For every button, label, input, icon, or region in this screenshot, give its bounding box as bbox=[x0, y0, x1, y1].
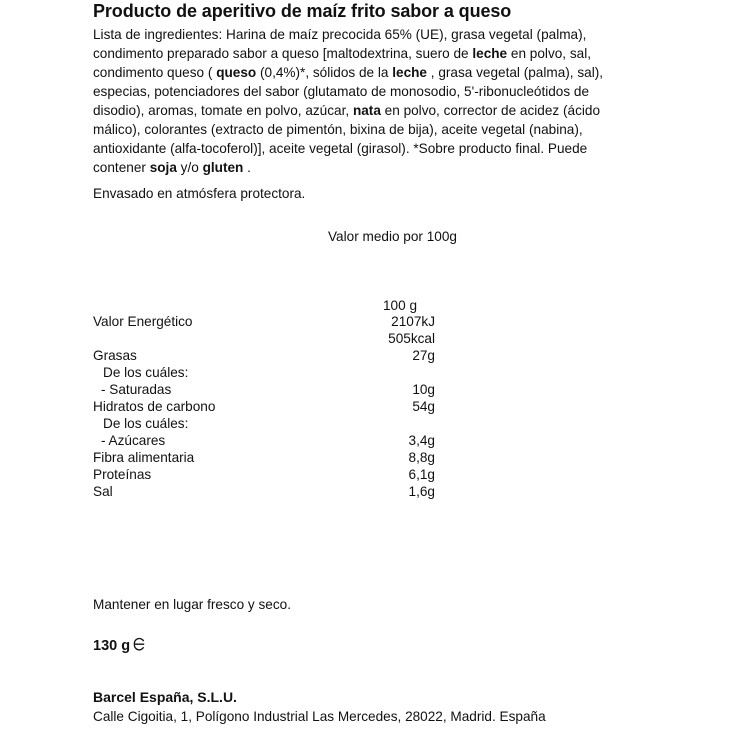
ingredients-text: , grasa vegetal (palma), sal), especias, potenciadores del sabor (glutamato de monosodio, 5'-ribonucleótidos de disodio), aromas, tomate en polvo, azúcar, bbox=[93, 65, 604, 118]
ingredients-text: Lista de ingredientes: Harina de maíz precocida 65% (UE), grasa vegetal (palma), condimento preparado sabor a queso [maltodextrina, suero de bbox=[93, 27, 587, 61]
nutrition-label: - Azúcares bbox=[101, 433, 166, 448]
net-weight bbox=[93, 637, 146, 655]
nutrition-label: Grasas bbox=[93, 348, 137, 363]
nutrition-title: Valor medio por 100g bbox=[328, 229, 457, 244]
allergen-nata: nata bbox=[352, 103, 381, 118]
nutrition-value: 54g bbox=[412, 399, 435, 414]
allergen-queso: queso bbox=[216, 65, 257, 80]
company-address: Calle Cigoitia, 1, Polígono Industrial Las Mercedes, 28022, Madrid. España bbox=[93, 709, 546, 724]
allergen-soja: soja bbox=[149, 160, 177, 175]
allergen-leche: leche bbox=[392, 65, 427, 80]
nutrition-label: Fibra alimentaria bbox=[93, 450, 195, 465]
nutrition-label: Valor Energético bbox=[93, 314, 193, 329]
ingredients-text: . bbox=[243, 160, 251, 175]
nutrition-value-kcal: 505kcal bbox=[388, 331, 435, 346]
nutrition-row-fibra bbox=[93, 450, 443, 467]
nutrition-value: 8,8g bbox=[408, 450, 435, 465]
nutrition-column-header: 100 g bbox=[383, 298, 418, 313]
nutrition-sublabel: De los cuáles: bbox=[103, 365, 189, 380]
allergen-gluten: gluten bbox=[202, 160, 244, 175]
nutrition-label: Hidratos de carbono bbox=[93, 399, 216, 414]
ingredients-text: en polvo, sal, condimento queso ( bbox=[93, 46, 592, 80]
storage-instructions: Mantener en lugar fresco y seco. bbox=[93, 597, 291, 612]
ingredients-text: y/o bbox=[176, 160, 203, 175]
nutrition-row-azucares bbox=[93, 433, 443, 450]
nutrition-row-sal bbox=[93, 484, 443, 501]
net-weight-value: 130 g bbox=[93, 638, 131, 654]
nutrition-sublabel: De los cuáles: bbox=[103, 416, 189, 431]
nutrition-row-hidratos bbox=[93, 399, 443, 416]
ingredients-text: en polvo, corrector de acidez (ácido málico), colorantes (extracto de pimentón, bixina de bija), aceite vegetal (nabina), antioxidante (alfa-tocoferol)], aceite vegetal (girasol). *Sobre producto final. Puede contener bbox=[93, 103, 601, 175]
company-name: Barcel España, S.L.U. bbox=[93, 689, 237, 705]
ingredients-list bbox=[93, 25, 633, 177]
nutrition-row-saturadas bbox=[93, 382, 443, 399]
nutrition-value: 6,1g bbox=[408, 467, 435, 482]
nutrition-value: 3,4g bbox=[408, 433, 435, 448]
nutrition-label: - Saturadas bbox=[101, 382, 172, 397]
nutrition-row-grasas bbox=[93, 348, 443, 365]
nutrition-value: 27g bbox=[412, 348, 435, 363]
nutrition-label: Sal bbox=[93, 484, 113, 499]
nutrition-row-proteinas bbox=[93, 467, 443, 484]
nutrition-row-energia bbox=[93, 314, 443, 346]
estimated-sign-icon bbox=[132, 637, 146, 655]
nutrition-value: 1,6g bbox=[408, 484, 435, 499]
allergen-leche: leche bbox=[472, 46, 508, 61]
product-title: Producto de aperitivo de maíz frito sabor a queso bbox=[93, 1, 512, 21]
nutrition-row-hidratos-de bbox=[93, 416, 443, 433]
nutrition-value: 10g bbox=[412, 382, 435, 397]
packaging-note: Envasado en atmósfera protectora. bbox=[93, 186, 306, 201]
nutrition-value-kj: 2107kJ bbox=[391, 314, 435, 329]
ingredients-text: (0,4%)*, sólidos de la bbox=[256, 65, 393, 80]
nutrition-label: Proteínas bbox=[93, 467, 152, 482]
nutrition-row-grasas-de bbox=[93, 365, 443, 382]
